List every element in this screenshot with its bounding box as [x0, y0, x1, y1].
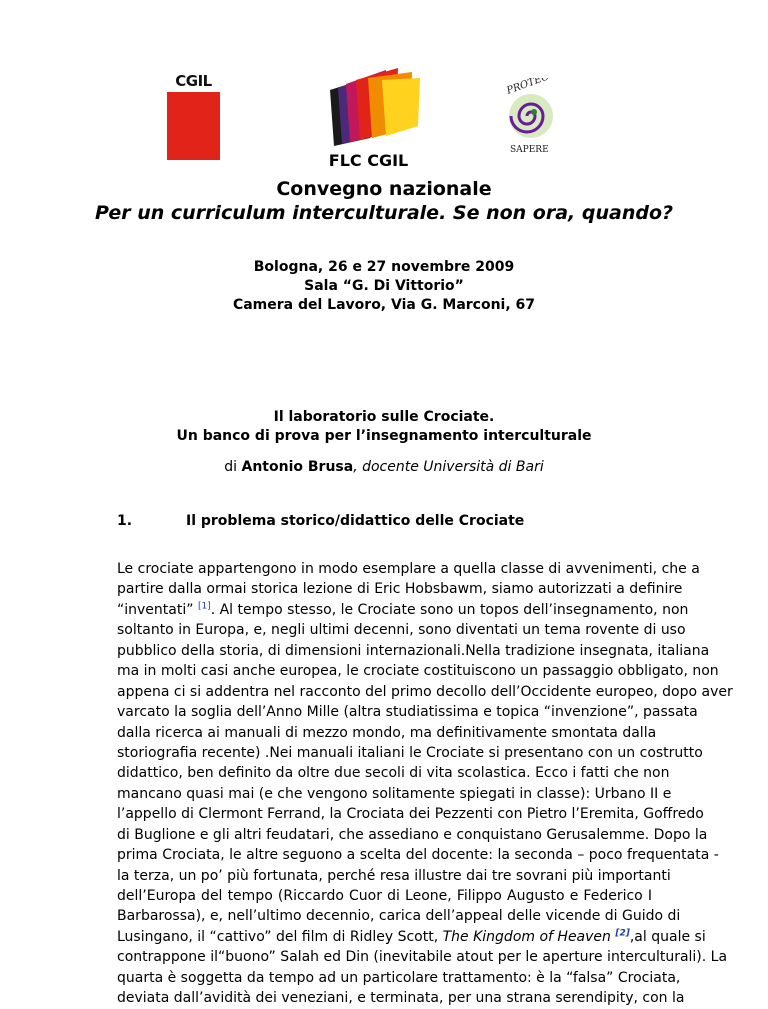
cgil-logo-text: CGIL — [167, 70, 220, 92]
body-line: soltanto in Europa, e, negli ultimi decenni, sono diventati un tema rovente di uso — [117, 622, 686, 639]
body-line: didattico, ben definito da oltre due secoli di vita scolastica. Ecco i fatti che non — [117, 765, 670, 782]
body-line: prima Crociata, le altre seguono a scelta del docente: la seconda – poco frequentata - — [117, 847, 719, 864]
author-prefix: di — [224, 459, 242, 475]
footnote-ref-1[interactable]: [1] — [197, 601, 211, 612]
section-title: Il problema storico/didattico delle Crociate — [186, 513, 525, 529]
conference-subtitle: Per un curriculum interculturale. Se non ora, quando? — [94, 202, 674, 224]
footnote-ref-2[interactable]: [2] — [615, 928, 630, 939]
body-line: l’appello di Clermont Ferrand, la Crociata dei Pezzenti con Pietro l’Eremita, Goffredo — [117, 806, 704, 823]
body-line: dell’Europa del tempo (Riccardo Cuor di Leone, Filippo Augusto e Federico I — [117, 888, 652, 904]
body-line: dalla ricerca ai manuali di mezzo mondo, ma definitivamente smontata dalla — [117, 724, 657, 741]
venue-address: Camera del Lavoro, Via G. Marconi, 67 — [232, 297, 536, 313]
venue-block — [0, 258, 768, 315]
body-line: quarta è soggetta da tempo ad un particolare trattamento: è la “falsa” Crociata, — [117, 969, 681, 986]
proteo-spiral-icon — [498, 78, 564, 158]
body-line: contrappone il“buono” Salah ed Din (inevitabile atout per le aperture interculturali). La — [117, 949, 728, 966]
lab-subtitle: Un banco di prova per l’insegnamento interculturale — [176, 428, 592, 444]
body-line: partire dalla ormai storica lezione di Eric Hobsbawm, siamo autorizzati a definire — [117, 581, 683, 598]
svg-text:SAPERE: SAPERE — [510, 145, 549, 155]
section-heading — [117, 512, 524, 531]
body-line: appena ci si addentra nel racconto del primo decollo dell’Occidente europeo, dopo aver — [117, 683, 733, 700]
body-line: pubblico della storia, di dimensioni internazionali.Nella tradizione insegnata, italiana — [117, 642, 710, 659]
author-name: Antonio Brusa — [241, 459, 354, 475]
body-line: Lusingano, il “cattivo” del film di Ridley Scott, The Kingdom of Heaven [2],al quale si — [117, 928, 706, 945]
flc-flag-icon — [316, 68, 421, 152]
body-line: Le crociate appartengono in modo esemplare a quella classe di avvenimenti, che a — [117, 561, 700, 577]
section-number: 1. — [117, 513, 133, 529]
body-line: di Buglione e gli altri feudatari, che assediano e conquistano Gerusalemme. Dopo la — [117, 826, 708, 843]
body-line: varcato la soglia dell’Anno Mille (altra studiatissima e topica “invenzione”, passata — [117, 704, 698, 721]
body-paragraph — [117, 559, 733, 1009]
body-line: la terza, un po’ più fortunata, perché resa illustre dai tre sovrani più importanti — [117, 867, 671, 884]
body-line: “inventati” [1]. Al tempo stesso, le Crociate sono un topos dell’insegnamento, non — [117, 601, 689, 618]
film-title: The Kingdom of Heaven — [442, 928, 611, 945]
conference-title: Convegno nazionale — [276, 178, 492, 200]
proteo-sapere-logo — [498, 78, 564, 158]
cgil-logo — [167, 70, 220, 160]
flc-cgil-logo — [316, 68, 421, 170]
lab-title: Il laboratorio sulle Crociate. — [273, 409, 495, 425]
lab-title-block — [0, 408, 768, 446]
body-line: storiografia recente) .Nei manuali italiani le Crociate si presentano con un costrutto — [117, 744, 703, 761]
body-line: deviata dall’avidità dei veneziani, e terminata, per una strana serendipity, con la — [117, 990, 685, 1007]
author-line — [0, 458, 768, 477]
body-line: mancano quasi mai (e che vengono solitamente spiegati in classe): Urbano II e — [117, 785, 672, 802]
author-role: , docente Università di Bari — [353, 459, 544, 475]
svg-text:PROTEO: PROTEO — [505, 78, 551, 97]
venue-date: Bologna, 26 e 27 novembre 2009 — [253, 259, 515, 275]
logo-bar — [0, 68, 768, 168]
body-line: ma in molti casi anche europea, le crociate costituiscono un passaggio obbligato, non — [117, 663, 719, 680]
flc-logo-text: FLC CGIL — [328, 151, 409, 170]
venue-room: Sala “G. Di Vittorio” — [304, 278, 464, 294]
body-line: Barbarossa), e, nell’ultimo decennio, carica dell’appeal delle vicende di Guido di — [117, 908, 681, 925]
